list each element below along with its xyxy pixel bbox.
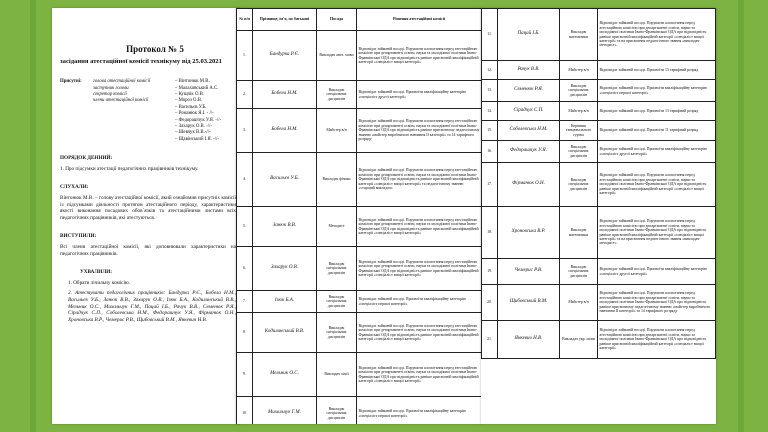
row-number: 1. [237, 31, 253, 81]
present-label: Присутні: [60, 79, 82, 85]
attendee-name: – Захарук О.В. -//- [175, 124, 212, 130]
row-position: Майстер в/н [317, 109, 357, 153]
table-row [237, 109, 482, 153]
row-decision: Відповідає займаній посаді. Порушити клопотання перед атестаційною комісією при департаменті освіти, науки та молодіжної політики Івано-Франківської ОДА про відповідність раніше присвоєній кваліфікаційній категорії «спеціаліст вищої категорії» [357, 313, 482, 353]
row-position: Викладач спеціальних дисциплін [317, 313, 357, 353]
protocol-page [52, 8, 240, 424]
row-name: Рачук В.В. [498, 61, 560, 80]
attendee-name: – Щавінський І.Я. -//- [175, 136, 219, 142]
row-name: Занюк В.В. [253, 207, 317, 247]
table-row [237, 353, 482, 397]
row-name: Мельник О.С. [253, 353, 317, 397]
listened-text: Вінтонюк М.В. – голову атестаційної комісії, який ознайомив присутніх комісії із підсумками діяльності протягом атестаційного періоду, характеристики якості виконання посадових обов`язків та атестаційними листами всіх педагогічних працівників, які атестуються. [60, 195, 236, 221]
table-row [482, 259, 716, 285]
row-decision: Відповідає займаній посаді. Порушити клопотання перед атестаційною комісією при департаменті освіти, науки та молодіжної політики Івано-Франківської ОДА про відповідність раніше присвоєній кваліфікаційній категорії «спеціаліст вищої категорії» та педагогічному званню «старший викладач» [357, 153, 482, 207]
spoke-text: Всі члени атестаційної комісії, які доповнювали характеристики на педагогічних працівників. [60, 244, 236, 257]
table-row [482, 285, 716, 321]
row-position: Викладач англ. мови [317, 31, 357, 81]
col-header-position: Посада [317, 9, 357, 31]
decision-table-page [236, 8, 482, 424]
row-number: 16. [482, 141, 498, 163]
row-decision: Відповідає займаній посаді. Присвоїти кваліфікаційну категорію «спеціаліст першої категорії» [598, 80, 716, 102]
row-name: Янкевич Н.В. [498, 321, 560, 359]
row-decision: Відповідає займаній посаді. Порушити клопотання перед атестаційною комісією при департаменті освіти, науки та молодіжної політики Івано-Франківської ОДА про відповідність раніше присвоєній кваліфікаційній категорії «спеціаліст вищої категорії» та на присвоєння педагогічного звання «викладач-методист». [598, 207, 716, 259]
table-row [237, 397, 482, 425]
row-number: 19. [482, 259, 498, 285]
background-stripe [30, 0, 36, 432]
attendee-name: – Кущпік О.В. [175, 92, 205, 97]
row-number: 15. [482, 121, 498, 141]
row-number: 6. [237, 247, 253, 291]
row-position: Викладач спеціальних дисциплін [317, 291, 357, 313]
attendee-name: – Шевчук В.В.-//- [175, 130, 211, 136]
row-number: 4. [237, 153, 253, 207]
attendee-name: – Федорашчук У.Я. -//- [175, 117, 222, 123]
row-name: Бобела Н.М. [253, 81, 317, 109]
row-decision: Відповідає займаній посаді. Присвоїти кваліфікаційну категорію «спеціаліст другої категорії» [598, 259, 716, 285]
row-number: 13. [482, 80, 498, 102]
row-decision: Відповідає займаній посаді. Присвоїти кваліфікаційну категорію «спеціаліст першої категорії» [357, 397, 482, 425]
row-number: 11. [482, 9, 498, 61]
agenda-item: 1. Про підсумки атестації педагогічних працівників технікуму. [60, 165, 199, 172]
table-row [482, 61, 716, 80]
decision-item: 1. Обрати лічильну комісію. [68, 279, 131, 286]
table-row [482, 163, 716, 207]
row-name: Михальчук Г.М. [253, 397, 317, 425]
row-decision: Відповідає займаній посаді. Порушити клопотання перед атестаційною комісією при департаменті освіти, науки та молодіжної політики Івано-Франківської ОДА про відповідність раніше присвоєній кваліфікаційній категорії «спеціаліст вищої категорії» та на присвоєння педагогічного звання «викладач-методист». [598, 9, 716, 61]
row-position: Викладач математики [560, 9, 598, 61]
row-position: Викладач спеціальних дисциплін [317, 247, 357, 291]
protocol-title: Протокол № 5 [126, 44, 184, 54]
row-number: 21. [482, 321, 498, 359]
row-name: Захарук О.В. [253, 247, 317, 291]
attendees-block [60, 79, 240, 143]
decision-table-left [236, 8, 482, 424]
row-decision: Відповідає займаній посаді. Порушити клопотання перед атестаційною комісією при департаменті освіти, науки та молодіжної політики Івано-Франківської ОДА про відповідність раніше присвоєному педагогічному званню «майстер виробничого навчання II категорії» та 14 тарифного розряду [598, 285, 716, 321]
row-decision: Відповідає займаній посаді. Присвоїти кваліфікаційну категорію «спеціаліст другої категорії» [357, 81, 482, 109]
table-row [237, 247, 482, 291]
row-position: Викладач укр. мови [560, 321, 598, 359]
table-row [237, 31, 482, 81]
row-decision: Відповідає займаній посаді. Порушити клопотання перед атестаційною комісією при департаменті освіти, науки та молодіжної політики Івано-Франківської ОДА про відповідність раніше присвоєній кваліфікаційній категорії «спеціаліст вищої категорії» [598, 321, 716, 359]
agenda-heading: ПОРЯДОК ДЕННИЙ: [60, 155, 113, 162]
row-decision: Відповідає займаній посаді. Присвоїти кваліфікаційну категорію «спеціаліст другої категорії» [598, 141, 716, 163]
row-position: Викладач фізики [317, 153, 357, 207]
role-line: секретар комісії [93, 92, 127, 97]
row-name: Федорашчук У.Я. [498, 141, 560, 163]
table-row [237, 207, 482, 247]
row-number: 10. [237, 397, 253, 425]
row-position: Викладач спеціальних дисциплін [560, 80, 598, 102]
row-name: Сірадчук С.П. [498, 102, 560, 121]
row-number: 18. [482, 207, 498, 259]
row-decision: Відповідає займаній посаді. Присвоїти кваліфікаційну категорію «спеціаліст першої категорії» [357, 291, 482, 313]
row-name: Пацай І.Б. [498, 9, 560, 61]
listened-heading: СЛУХАЛИ: [60, 184, 89, 191]
row-position: Викладач спеціальних дисциплін [560, 259, 598, 285]
table-row [482, 321, 716, 359]
background-stripe [738, 0, 744, 432]
row-number: 3. [237, 109, 253, 153]
row-decision: Відповідає займаній посаді. Порушити клопотання перед атестаційною комісією при департаменті освіти, науки та молодіжної політики Івано-Франківської ОДА про відповідність раніше присвоєній кваліфікаційній категорії «спеціаліст вищої категорії» [357, 353, 482, 397]
spoke-heading: ВИСТУПИЛИ: [60, 233, 97, 240]
row-decision: Відповідає займаній посаді. Порушити клопотання перед атестаційною комісією при департаменті освіти, науки та молодіжної політики Івано-Франківської ОДА про відповідність раніше присвоєній кваліфікаційній категорії «спеціаліст вищої категорії» [357, 247, 482, 291]
row-name: Хроновська В.Р. [498, 207, 560, 259]
decision-table-right [481, 8, 716, 359]
row-decision: Відповідає займаній посаді. Присвоїти 11 тарифний розряд [598, 121, 716, 141]
table-row [482, 80, 716, 102]
table-row [237, 313, 482, 353]
attendee-name: – Малаховський А.С. [175, 85, 219, 91]
row-name: Бобела Н.М. [253, 109, 317, 153]
attendee-name: – Мороз О.В. [175, 98, 203, 104]
table-row [237, 153, 482, 207]
row-position: Керівник танцювального гуртка [560, 121, 598, 141]
table-row [482, 9, 716, 61]
col-header-num: № п/п [237, 9, 253, 31]
row-position: Методист [317, 207, 357, 247]
row-number: 5. [237, 207, 253, 247]
row-position: Викладач спеціальних дисциплін [317, 81, 357, 109]
protocol-subtitle: засідання атестаційної комісії технікуму від 25.03.2021 [60, 57, 222, 65]
row-position: Викладач хімії [317, 353, 357, 397]
table-row [237, 81, 482, 109]
row-name: Васильєв У.Б. [253, 153, 317, 207]
row-decision: Відповідає займаній посаді. Порушити клопотання перед атестаційною комісією при департаменті освіти, науки та молодіжної політики Івано-Франківської ОДА про відповідність раніше присвоєній кваліфікаційній категорії «спеціаліст вищої категорії» [357, 31, 482, 81]
table-row [482, 207, 716, 259]
attendee-name: – Васильєв У.Б. [175, 104, 207, 110]
row-decision: Відповідає займаній посаді. Присвоїти 13 тарифний розряд [598, 61, 716, 80]
row-position: Викладач математики [560, 207, 598, 259]
row-decision: Відповідає займаній посаді. Порушити клопотання перед атестаційною комісією при департаменті освіти, науки та молодіжної політики Івано-Франківської ОДА про відповідність раніше присвоєній кваліфікаційній категорії «спеціаліст вищої категорії» [598, 163, 716, 207]
col-header-name: Прізвище, ім'я, по батькові [253, 9, 317, 31]
attendee-roles [93, 79, 175, 143]
row-number: 17. [482, 163, 498, 207]
row-decision: Відповідає займаній посаді. Порушити клопотання перед атестаційною комісією при департаменті освіти, науки та молодіжної політики Івано-Франківської ОДА про відповідність раніше присвоєній кваліфікаційній категорії «спеціаліст вищої категорії» [357, 207, 482, 247]
row-decision: Відповідає займаній посаді. Присвоїти 13 тарифний розряд [598, 102, 716, 121]
row-number: 14. [482, 102, 498, 121]
decision-item: 2. Атестувати педагогічних працівників: Бандурка Р.Є., Бобела Н.М., Васильєв У.Б., Занюк В.В., Захарук О.В., Ізюк Б.А., Кодилинський В.В., Мельник О.С., Михальчук Г.М., Пацай І.Б., Рачук В.В., Семенюк Р.Я., Сірадчук С.П., Соболевська Н.М., Федорашчук У.Я., Фірманюк О.Н., Хроновська В.Р., Чемерис Р.В., Щибовський В.М., Янкевич Н.В. [68, 290, 236, 323]
row-name: Семенюк Р.Я. [498, 80, 560, 102]
decided-heading: УХВАЛИЛИ: [80, 269, 112, 276]
attendee-name: – Романюк Я.І. - //- [175, 111, 214, 117]
attendee-name: – Вінтонюк М.В. [175, 79, 210, 85]
row-number: 9. [237, 353, 253, 397]
table-row [482, 121, 716, 141]
row-position: Викладач спеціальних дисциплін [317, 397, 357, 425]
row-name: Ізюк Б.А. [253, 291, 317, 313]
row-name: Фірманюк О.Н. [498, 163, 560, 207]
decision-table-page [481, 8, 716, 424]
role-line: голова атестаційної комісії [93, 79, 151, 85]
row-number: 20. [482, 285, 498, 321]
col-header-decision: Рішення атестаційної комісії [357, 9, 482, 31]
role-line: заступник голови [93, 85, 129, 91]
role-line: члени атестаційної комісії [93, 98, 149, 104]
row-name: Чемерис Р.В. [498, 259, 560, 285]
table-row [482, 102, 716, 121]
row-name: Щибовський В.М. [498, 285, 560, 321]
row-name: Соболевська Н.М. [498, 121, 560, 141]
row-position: Викладач спеціальних дисциплін [560, 163, 598, 207]
attendee-names [175, 79, 240, 143]
row-number: 2. [237, 81, 253, 109]
row-position: Викладач спеціальних дисциплін [560, 141, 598, 163]
table-row [482, 141, 716, 163]
row-position: Майстер в/н [560, 285, 598, 321]
row-decision: Відповідає займаній посаді. Порушити клопотання перед атестаційною комісією при департаменті освіти, науки та молодіжної політики Івано-Франківської ОДА про відповідність раніше присвоєному педагогічному званню «майстер виробничого навчання II категорії» та 14 тарифного розряду [357, 109, 482, 153]
row-number: 8. [237, 313, 253, 353]
row-number: 12. [482, 61, 498, 80]
row-number: 7. [237, 291, 253, 313]
row-name: Кодилинський В.В. [253, 313, 317, 353]
row-position: Майстер в/н [560, 102, 598, 121]
table-row [237, 291, 482, 313]
row-name: Бандурка Р.Є. [253, 31, 317, 81]
row-position: Майстер в/н [560, 61, 598, 80]
